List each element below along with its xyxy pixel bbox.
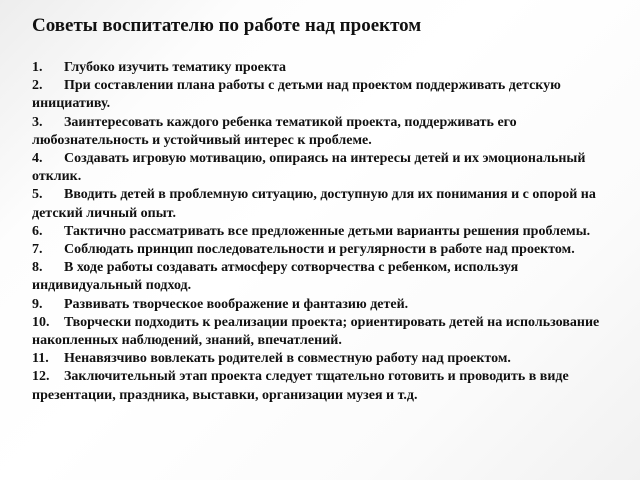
item-number: 1. bbox=[32, 60, 43, 75]
item-text: Развивать творческое воображение и фантазию детей. bbox=[64, 296, 409, 312]
item-number: 4. bbox=[32, 151, 43, 167]
advice-list bbox=[32, 59, 618, 405]
item-number: 3. bbox=[32, 114, 43, 130]
item-text: Ненавязчиво вовлекать родителей в совместную работу над проектом. bbox=[64, 351, 511, 367]
list-item bbox=[32, 350, 618, 368]
item-text: Тактично рассматривать все предложенные детьми варианты решения проблемы. bbox=[64, 223, 591, 239]
list-item bbox=[32, 59, 618, 77]
item-number: 5. bbox=[32, 187, 43, 203]
item-text: Создавать игровую мотивацию, опираясь на интересы детей и их эмоциональный отклик. bbox=[32, 151, 586, 185]
item-text: Соблюдать принцип последовательности и регулярности в работе над проектом. bbox=[64, 242, 575, 258]
item-text: При составлении плана работы с детьми над проектом поддерживать детскую инициативу. bbox=[32, 78, 561, 112]
item-text: Вводить детей в проблемную ситуацию, доступную для их понимания и с опорой на детский личный опыт. bbox=[32, 187, 596, 221]
list-item bbox=[32, 314, 618, 350]
item-number: 11. bbox=[32, 351, 49, 367]
list-item bbox=[32, 150, 618, 186]
list-item bbox=[32, 259, 618, 295]
item-text: Глубоко изучить тематику проекта bbox=[64, 60, 286, 75]
list-item bbox=[32, 223, 618, 241]
item-number: 6. bbox=[32, 223, 43, 239]
item-number: 7. bbox=[32, 242, 43, 258]
slide-title: Советы воспитателю по работе над проектом bbox=[32, 15, 422, 36]
list-item bbox=[32, 114, 618, 150]
list-item bbox=[32, 368, 618, 404]
item-text: В ходе работы создавать атмосферу сотворчества с ребенком, используя индивидуальный подход. bbox=[32, 260, 519, 294]
item-number: 10. bbox=[32, 314, 50, 330]
list-item bbox=[32, 186, 618, 222]
item-number: 9. bbox=[32, 296, 43, 312]
list-item bbox=[32, 77, 618, 113]
item-text: Заключительный этап проекта следует тщательно готовить и проводить в виде презентации, праздника, выставки, организации музея и т.д. bbox=[32, 369, 569, 403]
item-number: 8. bbox=[32, 260, 43, 276]
item-text: Заинтересовать каждого ребенка тематикой проекта, поддерживать его любознательность и устойчивый интерес к проблеме. bbox=[32, 114, 517, 148]
item-number: 12. bbox=[32, 369, 50, 385]
list-item bbox=[32, 241, 618, 259]
item-text: Творчески подходить к реализации проекта; ориентировать детей на использование накопленных наблюдений, знаний, впечатлений. bbox=[32, 314, 600, 349]
list-item bbox=[32, 296, 618, 314]
item-number: 2. bbox=[32, 78, 43, 94]
